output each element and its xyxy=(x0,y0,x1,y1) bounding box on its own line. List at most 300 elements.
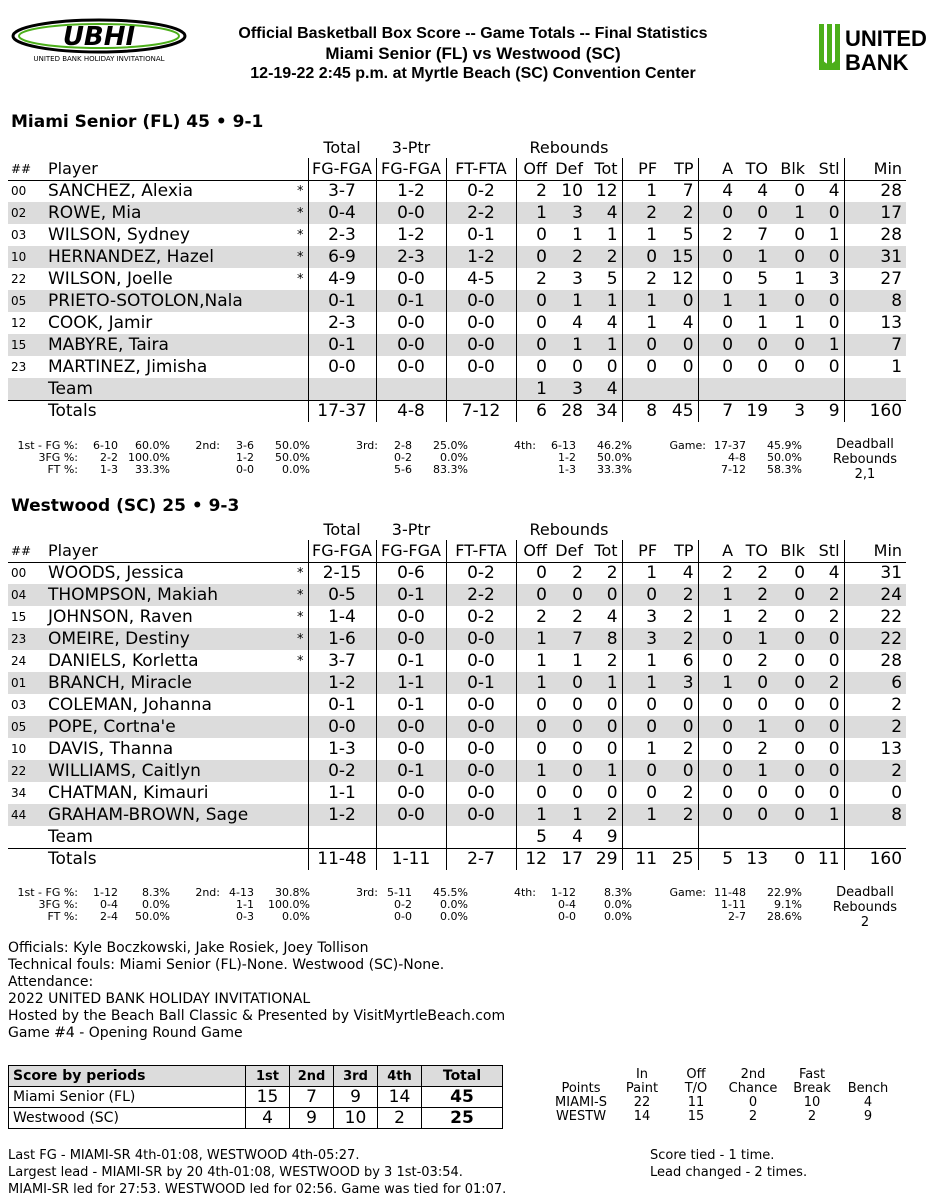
points-head: Bench xyxy=(847,1081,889,1096)
player-name: HERNANDEZ, Hazel xyxy=(45,246,278,268)
column-header-tot: Tot xyxy=(587,158,622,180)
stat-min: 31 xyxy=(844,562,906,584)
shooting-cell: 0-0 xyxy=(558,910,576,923)
shooting-table xyxy=(8,887,802,923)
shooting-cell: Game: xyxy=(669,886,706,899)
stat-min: 27 xyxy=(844,268,906,290)
stat-stl: 0 xyxy=(809,202,844,224)
stat-off: 1 xyxy=(516,804,551,826)
stat-tot: 1 xyxy=(606,225,618,245)
total-fg3: 4-8 xyxy=(376,400,446,422)
player-number: 03 xyxy=(11,228,27,242)
stat-off: 0 xyxy=(516,782,551,804)
column-header-tot: Tot xyxy=(587,540,622,562)
stat-def: 3 xyxy=(551,378,587,400)
total-min: 160 xyxy=(844,400,906,422)
totals-blank xyxy=(278,400,308,422)
shooting-cell: 2nd: xyxy=(195,886,220,899)
column-header-def: Def xyxy=(551,158,587,180)
periods-score: 4 xyxy=(246,1108,290,1129)
points-head: Chance xyxy=(728,1081,778,1096)
player-row xyxy=(8,312,906,334)
stat-pf: 0 xyxy=(622,760,661,782)
periods-row-home xyxy=(9,1087,503,1108)
game-footer-left xyxy=(8,1147,506,1198)
stat-def: 0 xyxy=(551,672,587,694)
stat-off: 5 xyxy=(516,826,551,848)
starter-mark xyxy=(278,782,308,804)
total-tp: 45 xyxy=(661,400,698,422)
stat-fg3: 0-1 xyxy=(376,760,446,782)
stat-a: 0 xyxy=(698,268,737,290)
stat-def: 4 xyxy=(572,313,583,333)
starter-mark: * xyxy=(297,183,304,199)
player-row xyxy=(8,628,906,650)
shooting-cell: 5-11 xyxy=(387,886,412,899)
player-row xyxy=(8,268,906,290)
stat-off: 0 xyxy=(516,738,551,760)
player-number xyxy=(8,378,45,400)
stat-blk: 0 xyxy=(794,651,806,671)
stat-pf: 1 xyxy=(622,290,661,312)
stat-fg3: 0-0 xyxy=(376,628,446,650)
column-group-label xyxy=(8,136,308,158)
stat-tot: 4 xyxy=(606,313,618,333)
player-row xyxy=(8,804,906,826)
total-to: 13 xyxy=(737,848,772,870)
title-line-3: 12-19-22 2:45 p.m. at Myrtle Beach (SC) Convention Center xyxy=(250,65,696,82)
stat-off: 1 xyxy=(516,378,551,400)
player-number: 22 xyxy=(11,272,27,286)
stat-blk: 1 xyxy=(794,313,806,333)
stat-stl: 4 xyxy=(828,563,840,584)
shooting-cell: 0.0% xyxy=(282,463,310,476)
stat-pf: 0 xyxy=(622,334,661,356)
stat-pf: 1 xyxy=(622,650,661,672)
player-name: GRAHAM-BROWN, Sage xyxy=(45,804,278,826)
shooting-cell: 45.5% xyxy=(433,886,468,899)
shooting-cell: 4-13 xyxy=(229,886,254,899)
stat-tp: 2 xyxy=(661,628,698,650)
column-header-blank xyxy=(278,540,308,562)
stat-min: 22 xyxy=(844,606,906,628)
united-bank-logo xyxy=(819,24,934,76)
shooting-cell xyxy=(170,899,220,911)
periods-score: 9 xyxy=(290,1108,334,1129)
stat-fg: 2-15 xyxy=(308,562,376,584)
player-name: SANCHEZ, Alexia xyxy=(48,181,194,202)
stat-tot: 1 xyxy=(587,334,622,356)
total-tp: 25 xyxy=(661,848,698,870)
stat-min: 7 xyxy=(844,334,906,356)
periods-team-name: Miami Senior (FL) xyxy=(9,1087,246,1108)
stat-tot: 0 xyxy=(606,739,618,759)
shooting-cell: 1-11 xyxy=(721,898,746,911)
stat-fg: 0-2 xyxy=(308,760,376,782)
column-header-ft: FT-FTA xyxy=(446,540,516,562)
stat-off: 0 xyxy=(516,312,551,334)
game-footer-right xyxy=(650,1147,807,1181)
shooting-cell: 25.0% xyxy=(433,439,468,452)
shooting-cell: 8.3% xyxy=(142,886,170,899)
shooting-cell: 46.2% xyxy=(597,439,632,452)
deadball-line: Rebounds xyxy=(832,452,898,467)
stat-fg3: 0-0 xyxy=(376,782,446,804)
stat-min: 22 xyxy=(844,628,906,650)
stat-ft xyxy=(446,826,516,848)
stat-fg: 1-3 xyxy=(308,738,376,760)
shooting-cell: 1st - FG %: xyxy=(17,886,78,899)
points-header-row-1 xyxy=(548,1068,896,1082)
stat-def: 3 xyxy=(572,269,583,289)
column-header-stl: Stl xyxy=(809,158,844,180)
stat-pf xyxy=(622,826,661,848)
player-number: 23 xyxy=(8,628,45,650)
stat-tp: 4 xyxy=(682,563,694,584)
stat-pf: 0 xyxy=(622,694,661,716)
stat-a xyxy=(698,378,737,400)
player-number xyxy=(8,826,45,848)
starter-mark xyxy=(278,378,308,400)
column-group-row xyxy=(8,136,906,158)
stat-off: 1 xyxy=(516,628,551,650)
stat-tp: 12 xyxy=(671,269,694,289)
player-row xyxy=(8,334,906,356)
starter-mark xyxy=(278,334,308,356)
player-number: 05 xyxy=(8,716,45,738)
stat-tot: 12 xyxy=(595,181,618,202)
stat-tot: 2 xyxy=(587,246,622,268)
stat-fg3: 0-1 xyxy=(376,584,446,606)
stat-fg3: 0-0 xyxy=(376,606,446,628)
stat-tp xyxy=(661,826,698,848)
stat-blk: 0 xyxy=(772,804,809,826)
stat-blk: 0 xyxy=(794,225,806,245)
united-bank-line-2: BANK xyxy=(845,50,909,75)
points-head: Fast xyxy=(798,1067,826,1082)
player-number: 34 xyxy=(11,786,27,800)
stat-tp: 2 xyxy=(682,739,694,759)
points-cell: 10 xyxy=(803,1095,821,1110)
player-number: 44 xyxy=(8,804,45,826)
shooting-cell xyxy=(468,464,536,476)
stat-off: 2 xyxy=(516,180,551,202)
shooting-cell: 9.1% xyxy=(774,898,802,911)
stat-a: 0 xyxy=(698,760,737,782)
starter-mark: * xyxy=(297,227,304,243)
total-ft: 7-12 xyxy=(446,400,516,422)
column-group-label xyxy=(446,518,516,540)
stat-min: 0 xyxy=(844,782,906,804)
shooting-row xyxy=(8,464,802,476)
shooting-cell: 83.3% xyxy=(433,463,468,476)
points-cell: 4 xyxy=(863,1095,873,1110)
shooting-cell: 1-2 xyxy=(236,451,254,464)
stat-min: 8 xyxy=(844,290,906,312)
stat-pf: 0 xyxy=(622,584,661,606)
stat-to: 0 xyxy=(737,334,772,356)
shooting-cell: 22.9% xyxy=(767,886,802,899)
stat-off: 2 xyxy=(516,606,551,628)
stat-def: 2 xyxy=(572,607,583,627)
stat-off: 1 xyxy=(516,760,551,782)
player-row xyxy=(8,782,906,804)
shooting-row xyxy=(8,911,802,923)
stat-min: 1 xyxy=(844,356,906,378)
event-name-note: 2022 UNITED BANK HOLIDAY INVITATIONAL xyxy=(8,991,311,1007)
stat-tp: 0 xyxy=(661,760,698,782)
stat-blk: 0 xyxy=(772,246,809,268)
player-number: 15 xyxy=(8,334,45,356)
shooting-cell: 0.0% xyxy=(440,910,468,923)
shooting-cell: 28.6% xyxy=(767,910,802,923)
stat-blk: 0 xyxy=(794,739,806,759)
stat-def: 4 xyxy=(572,826,583,847)
periods-score: 15 xyxy=(246,1087,290,1108)
stat-fg: 2-3 xyxy=(308,224,376,246)
stat-stl: 0 xyxy=(809,760,844,782)
shooting-cell xyxy=(170,911,220,923)
points-cell: WESTW xyxy=(555,1109,607,1124)
stat-fg3: 0-0 xyxy=(376,312,446,334)
shooting-cell: 1-12 xyxy=(93,886,118,899)
stat-a: 0 xyxy=(698,202,737,224)
stat-a: 0 xyxy=(698,782,737,804)
stat-tp: 2 xyxy=(661,584,698,606)
column-header-stl: Stl xyxy=(809,540,844,562)
shooting-cell: 2-2 xyxy=(100,451,118,464)
player-number: 24 xyxy=(11,654,27,668)
starter-mark xyxy=(278,760,308,782)
total-stl: 9 xyxy=(809,400,844,422)
stat-fg: 0-5 xyxy=(308,584,376,606)
stat-to: 2 xyxy=(737,584,772,606)
deadball-rebounds-away xyxy=(825,885,905,930)
periods-total: 45 xyxy=(422,1087,503,1108)
last-fg-note: Last FG - MIAMI-SR 4th-01:08, WESTWOOD 4th-05:27. xyxy=(8,1148,360,1163)
stat-ft: 0-2 xyxy=(446,562,516,584)
team-rebound-row xyxy=(8,378,906,400)
stat-min: 2 xyxy=(844,716,906,738)
column-header-to: TO xyxy=(737,158,772,180)
player-number: 15 xyxy=(11,610,27,624)
stat-ft: 0-0 xyxy=(446,716,516,738)
total-off: 6 xyxy=(516,400,551,422)
stat-fg: 1-4 xyxy=(308,606,376,628)
shooting-cell: 60.0% xyxy=(135,439,170,452)
shooting-cell: 0.0% xyxy=(604,898,632,911)
stat-blk xyxy=(772,826,809,848)
shooting-cell: 3FG %: xyxy=(38,451,78,464)
stat-tp: 7 xyxy=(682,181,694,202)
column-header-off: Off xyxy=(516,158,551,180)
shooting-cell: 2-8 xyxy=(394,439,412,452)
shooting-cell: 0.0% xyxy=(142,898,170,911)
stat-off: 0 xyxy=(516,716,551,738)
points-head: Points xyxy=(561,1081,601,1096)
shooting-cell: 1-12 xyxy=(551,886,576,899)
stat-stl: 0 xyxy=(809,628,844,650)
stat-a: 2 xyxy=(698,562,737,584)
stat-min: 28 xyxy=(844,650,906,672)
stat-min: 13 xyxy=(844,312,906,334)
points-head: Off xyxy=(686,1067,706,1082)
ubhi-logo xyxy=(10,18,188,64)
starter-mark: * xyxy=(297,609,304,625)
shooting-cell: 0-4 xyxy=(100,898,118,911)
shooting-cell: 2-7 xyxy=(728,910,746,923)
total-tot: 29 xyxy=(587,848,622,870)
player-row xyxy=(8,562,906,584)
column-header-a: A xyxy=(698,540,737,562)
shooting-cell: 2nd: xyxy=(195,439,220,452)
stat-ft: 1-2 xyxy=(446,246,516,268)
stat-a: 0 xyxy=(698,804,737,826)
stat-ft: 0-0 xyxy=(446,312,516,334)
stat-ft xyxy=(446,378,516,400)
shooting-cell: 50.0% xyxy=(597,451,632,464)
stat-def: 0 xyxy=(551,716,587,738)
shooting-cell: 1-2 xyxy=(558,451,576,464)
stat-tot: 1 xyxy=(587,760,622,782)
periods-score: 9 xyxy=(334,1087,378,1108)
stat-tot: 5 xyxy=(606,269,618,289)
column-header-player: Player xyxy=(45,540,278,562)
stat-pf: 0 xyxy=(622,716,661,738)
stat-pf: 1 xyxy=(622,562,661,584)
player-row xyxy=(8,290,906,312)
box-score-table-home xyxy=(8,136,906,422)
stat-a: 0 xyxy=(698,738,737,760)
periods-header-2nd: 2nd xyxy=(290,1066,334,1087)
stat-ft: 0-0 xyxy=(446,782,516,804)
column-header-ft: FT-FTA xyxy=(446,158,516,180)
player-number: 00 xyxy=(11,566,27,581)
shooting-cell: 4-8 xyxy=(728,451,746,464)
periods-score: 14 xyxy=(378,1087,422,1108)
ubhi-logo-subtext: UNITED BANK HOLIDAY INVITATIONAL xyxy=(33,55,165,63)
shooting-cell xyxy=(468,452,536,464)
stat-def: 3 xyxy=(551,202,587,224)
stat-fg3 xyxy=(376,378,446,400)
points-row-away xyxy=(548,1110,896,1124)
stat-blk: 0 xyxy=(772,760,809,782)
stat-tot: 9 xyxy=(606,826,618,847)
shooting-cell xyxy=(310,899,378,911)
stat-off: 1 xyxy=(516,650,551,672)
stat-def: 0 xyxy=(551,584,587,606)
column-header-blk: Blk xyxy=(772,158,809,180)
stat-tp: 0 xyxy=(682,695,694,715)
score-by-periods-table xyxy=(8,1065,503,1129)
stat-stl xyxy=(809,378,844,400)
points-header-row-2 xyxy=(548,1082,896,1096)
team-heading-away: Westwood (SC) 25 • 9-3 xyxy=(11,496,240,516)
player-row xyxy=(8,584,906,606)
starter-mark xyxy=(278,694,308,716)
points-head: Break xyxy=(793,1081,831,1096)
stat-stl: 0 xyxy=(828,783,840,803)
stat-pf: 1 xyxy=(622,672,661,694)
stat-tot: 2 xyxy=(587,804,622,826)
total-fg: 17-37 xyxy=(308,400,376,422)
shooting-cell: 100.0% xyxy=(128,451,170,464)
shooting-cell: Game: xyxy=(669,439,706,452)
total-blk: 3 xyxy=(772,400,809,422)
stat-to: 1 xyxy=(737,628,772,650)
periods-team-name: Westwood (SC) xyxy=(9,1108,246,1129)
stat-fg: 1-2 xyxy=(308,804,376,826)
stat-pf: 1 xyxy=(622,312,661,334)
column-group-label xyxy=(446,136,516,158)
points-cell: 0 xyxy=(748,1095,758,1110)
stat-stl: 0 xyxy=(809,290,844,312)
stat-fg3: 0-0 xyxy=(376,738,446,760)
column-header-off: Off xyxy=(516,540,551,562)
total-blk: 0 xyxy=(772,848,809,870)
stat-def: 0 xyxy=(572,695,583,715)
stat-blk: 0 xyxy=(794,783,806,803)
lead-changed-note: Lead changed - 2 times. xyxy=(650,1165,808,1180)
stat-pf: 3 xyxy=(622,606,661,628)
points-breakdown-table xyxy=(548,1068,896,1124)
stat-blk: 0 xyxy=(794,607,806,627)
stat-tp: 2 xyxy=(682,607,694,627)
stat-to: 0 xyxy=(757,783,769,803)
column-header-to: TO xyxy=(737,540,772,562)
player-number: 02 xyxy=(8,202,45,224)
stat-fg3: 0-1 xyxy=(376,290,446,312)
points-cell: 2 xyxy=(807,1109,817,1124)
shooting-cell: 7-12 xyxy=(721,463,746,476)
player-row xyxy=(8,694,906,716)
deadball-line: Deadball xyxy=(836,885,894,900)
points-row-home xyxy=(548,1096,896,1110)
stat-stl: 0 xyxy=(828,739,840,759)
starter-mark: * xyxy=(278,628,308,650)
starter-mark xyxy=(278,356,308,378)
total-fg3: 1-11 xyxy=(376,848,446,870)
column-group-label: Total xyxy=(323,519,361,539)
stat-fg3: 0-1 xyxy=(376,650,446,672)
player-name: MABYRE, Taira xyxy=(45,334,278,356)
stat-a: 1 xyxy=(698,584,737,606)
stat-tp: 0 xyxy=(661,290,698,312)
stat-fg: 0-4 xyxy=(308,202,376,224)
player-name: COLEMAN, Johanna xyxy=(48,695,212,715)
player-row xyxy=(8,180,906,202)
stat-to: 2 xyxy=(757,563,769,584)
stat-to: 0 xyxy=(757,695,769,715)
stat-fg3: 0-0 xyxy=(376,716,446,738)
stat-tot: 2 xyxy=(606,651,618,671)
totals-blank xyxy=(8,848,45,870)
stat-min xyxy=(844,826,906,848)
stat-blk: 0 xyxy=(772,584,809,606)
stat-def: 1 xyxy=(551,804,587,826)
player-number: 00 xyxy=(11,184,27,199)
stat-stl: 4 xyxy=(828,181,840,202)
player-row xyxy=(8,606,906,628)
deadball-line: 2 xyxy=(860,915,870,930)
periods-row-away xyxy=(9,1108,503,1129)
stat-pf: 1 xyxy=(622,738,661,760)
stat-blk: 0 xyxy=(772,290,809,312)
periods-total: 25 xyxy=(422,1108,503,1129)
stat-to xyxy=(737,378,772,400)
column-header-num: ## xyxy=(8,540,45,562)
stat-ft: 0-1 xyxy=(446,672,516,694)
